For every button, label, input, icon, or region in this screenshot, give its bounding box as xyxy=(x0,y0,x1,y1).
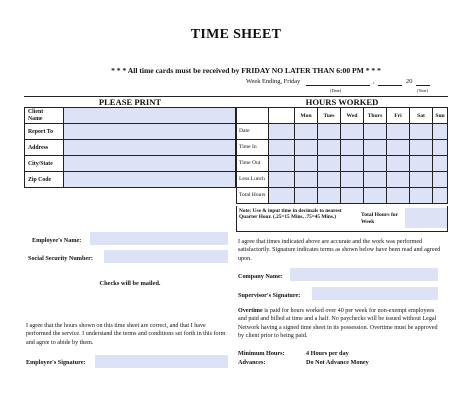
total-hours-week-label: Total Hours for Week xyxy=(361,212,398,225)
less-lunch-cell[interactable] xyxy=(295,172,318,188)
less-lunch-cell[interactable] xyxy=(364,172,387,188)
days-blank-cell xyxy=(269,108,295,124)
time-out-label-cell xyxy=(237,156,269,172)
week-ending-extra-field[interactable] xyxy=(378,85,402,86)
minimum-hours-value: 4 Hours per day xyxy=(306,350,349,357)
total-hours-cell[interactable] xyxy=(269,188,295,204)
week-ending-row xyxy=(246,78,446,96)
time-in-cell[interactable] xyxy=(295,140,318,156)
city-state-label: City/State xyxy=(28,160,53,167)
date-cell[interactable] xyxy=(269,124,295,140)
hours-corner-cell xyxy=(237,108,269,124)
company-name-label: Company Name: xyxy=(238,273,283,280)
ssn-field[interactable] xyxy=(104,250,228,263)
time-out-cell[interactable] xyxy=(433,156,448,172)
day-header-tues: Tues xyxy=(318,108,341,124)
zip-code-label: Zip Code xyxy=(28,176,52,183)
checks-mailed-note: Checks will be mailed. xyxy=(99,280,161,287)
address-label-cell xyxy=(25,140,64,156)
total-hours-week-field[interactable] xyxy=(405,208,447,228)
week-ending-date-field[interactable] xyxy=(306,85,370,86)
date-caption: (Date) xyxy=(330,88,342,93)
day-header-thurs: Thurs xyxy=(364,108,387,124)
time-out-cell[interactable] xyxy=(364,156,387,172)
total-hours-cell[interactable] xyxy=(341,188,364,204)
less-lunch-cell[interactable] xyxy=(318,172,341,188)
overtime-text: is paid for hours worked over 40 per week for non-exempt employees and paid and billed at time and a half. No paychecks will be issued without Legal Network having a signed time sheet in its possession. Overtime must be approved by client prior to being paid. xyxy=(238,308,438,340)
report-to-field[interactable] xyxy=(64,124,236,140)
zip-code-field[interactable] xyxy=(64,172,236,188)
client-name-field[interactable] xyxy=(64,108,236,124)
less-lunch-cell[interactable] xyxy=(269,172,295,188)
time-out-cell[interactable] xyxy=(341,156,364,172)
day-header-fri: Fri xyxy=(387,108,410,124)
supervisor-signature-label: Supervisor's Signature: xyxy=(238,292,301,299)
year-prefix: 20 xyxy=(406,78,413,85)
time-out-cell[interactable] xyxy=(318,156,341,172)
date-cell[interactable] xyxy=(410,124,433,140)
report-to-label: Report To xyxy=(28,128,53,135)
client-name-label-cell xyxy=(25,108,64,124)
date-cell[interactable] xyxy=(364,124,387,140)
total-hours-label-cell xyxy=(237,188,269,204)
employee-name-field[interactable] xyxy=(90,232,228,245)
minimum-hours-label: Minimum Hours: xyxy=(238,350,285,357)
time-out-label: Time Out xyxy=(239,160,261,167)
overtime-label: Overtime xyxy=(238,308,263,314)
please-print-header: PLEASE PRINT xyxy=(98,97,162,107)
hours-worked-header: HOURS WORKED xyxy=(305,97,379,107)
time-in-cell[interactable] xyxy=(387,140,410,156)
date-cell[interactable] xyxy=(387,124,410,140)
date-row-label-cell xyxy=(237,124,269,140)
total-hours-cell[interactable] xyxy=(295,188,318,204)
time-in-cell[interactable] xyxy=(364,140,387,156)
day-header-mon: Mon xyxy=(295,108,318,124)
deadline-notice: * * * All time cards must be received by FRIDAY NO LATER THAN 6:00 PM * * * xyxy=(111,66,381,75)
supervisor-signature-field[interactable] xyxy=(312,287,438,300)
supervisor-agreement: I agree that times indicated above are accurate and the work was performed satisfactorily. Signature indicates terms as shown below have been read and agreed upon. xyxy=(238,239,441,262)
total-hours-cell[interactable] xyxy=(433,188,448,204)
time-in-cell[interactable] xyxy=(269,140,295,156)
time-out-cell[interactable] xyxy=(295,156,318,172)
year-caption: (Year) xyxy=(417,88,429,93)
time-in-cell[interactable] xyxy=(341,140,364,156)
time-in-cell[interactable] xyxy=(318,140,341,156)
time-in-cell[interactable] xyxy=(410,140,433,156)
hours-table xyxy=(236,107,448,204)
page-title: TIME SHEET xyxy=(190,27,282,42)
week-ending-label: Week Ending, Friday xyxy=(246,78,301,85)
employee-agreement: I agree that the hours shown on this time sheet are correct, and that I have performed the service. I understand the terms and conditions set forth in this form and agree to abide by them. xyxy=(26,323,226,346)
time-in-cell[interactable] xyxy=(433,140,448,156)
total-hours-cell[interactable] xyxy=(364,188,387,204)
date-row-label: Date xyxy=(239,128,250,135)
time-out-cell[interactable] xyxy=(387,156,410,172)
less-lunch-cell[interactable] xyxy=(341,172,364,188)
time-out-cell[interactable] xyxy=(410,156,433,172)
client-name-label: Client Name xyxy=(28,109,44,122)
client-info-table xyxy=(24,107,236,188)
rounding-note: Note: Use & input time in decimals to nearest Quarter Hour. (.25=15 Mins, .75=45 Mins.) xyxy=(239,208,342,221)
city-state-field[interactable] xyxy=(64,156,236,172)
company-name-field[interactable] xyxy=(290,268,438,281)
time-in-label: Time In xyxy=(239,144,257,151)
total-hours-cell[interactable] xyxy=(318,188,341,204)
day-header-sat: Sat xyxy=(410,108,433,124)
overtime-policy xyxy=(238,307,444,341)
ssn-label: Social Security Number: xyxy=(28,255,93,262)
less-lunch-cell[interactable] xyxy=(387,172,410,188)
day-header-wed: Wed xyxy=(341,108,364,124)
advances-value: Do Not Advance Money xyxy=(306,359,369,366)
week-ending-year-field[interactable] xyxy=(416,85,430,86)
date-cell[interactable] xyxy=(433,124,448,140)
city-state-label-cell xyxy=(25,156,64,172)
date-cell[interactable] xyxy=(318,124,341,140)
week-ending-separator: , xyxy=(373,78,375,85)
less-lunch-label: Less Lunch xyxy=(239,176,265,183)
address-label: Address xyxy=(28,144,49,151)
total-hours-cell[interactable] xyxy=(387,188,410,204)
advances-label: Advances: xyxy=(238,359,266,366)
less-lunch-cell[interactable] xyxy=(410,172,433,188)
date-cell[interactable] xyxy=(295,124,318,140)
day-header-sun: Sun xyxy=(433,108,448,124)
less-lunch-cell[interactable] xyxy=(433,172,448,188)
less-lunch-label-cell xyxy=(237,172,269,188)
time-in-label-cell xyxy=(237,140,269,156)
employee-name-label: Employee's Name: xyxy=(32,237,82,244)
employee-signature-label: Employee's Signature: xyxy=(26,359,86,366)
report-to-label-cell xyxy=(25,124,64,140)
time-out-cell[interactable] xyxy=(269,156,295,172)
total-hours-cell[interactable] xyxy=(410,188,433,204)
note-row xyxy=(236,206,448,232)
address-field[interactable] xyxy=(64,140,236,156)
date-cell[interactable] xyxy=(341,124,364,140)
zip-code-label-cell xyxy=(25,172,64,188)
total-hours-label: Total Hours xyxy=(239,192,266,199)
employee-signature-field[interactable] xyxy=(95,355,228,368)
